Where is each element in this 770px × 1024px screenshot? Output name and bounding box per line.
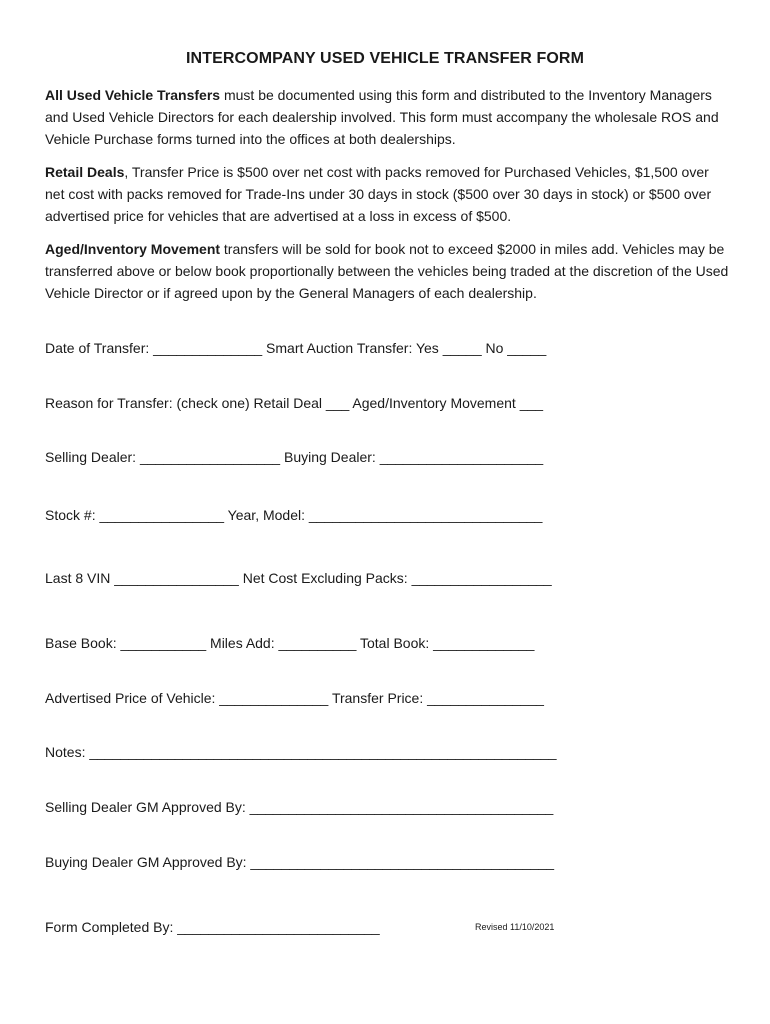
paragraph-text: , Transfer Price is $500 over net cost with packs removed for Purchased Vehicles, $1,500 over net cost with packs removed for Trade-Ins under 30 days in stock ($500 over 30 days in stock) or $500 over advertised price for vehicles that are advertised at a loss in excess of $500.: [45, 164, 712, 224]
paragraph-heading: Retail Deals: [45, 164, 125, 180]
book-values-field[interactable]: Base Book: ___________ Miles Add: __________ Total Book: _____________: [45, 635, 535, 651]
vin-net-cost-field[interactable]: Last 8 VIN ________________ Net Cost Excluding Packs: __________________: [45, 570, 552, 586]
form-title: INTERCOMPANY USED VEHICLE TRANSFER FORM: [186, 50, 584, 67]
reason-for-transfer-field[interactable]: Reason for Transfer: (check one) Retail Deal ___ Aged/Inventory Movement ___: [45, 395, 544, 411]
notes-field[interactable]: Notes: ____________________________________________________________: [45, 744, 557, 760]
stock-year-model-field[interactable]: Stock #: ________________ Year, Model: ______________________________: [45, 507, 543, 523]
paragraph-text: transfers will be sold for book not to exceed $2000 in miles add. Vehicles may be transferred above or below book proportionally between the vehicles being traded at the discretion of the Used Vehicle Director or if agreed upon by the General Managers of each dealership.: [45, 241, 729, 301]
paragraph-used-vehicle-transfers: [45, 84, 730, 150]
revision-date: Revised 11/10/2021: [475, 922, 555, 932]
paragraph-retail-deals: [45, 161, 730, 227]
selling-gm-approval-field[interactable]: Selling Dealer GM Approved By: _______________________________________: [45, 799, 554, 815]
paragraph-heading: All Used Vehicle Transfers: [45, 87, 221, 103]
paragraph-heading: Aged/Inventory Movement: [45, 241, 221, 257]
price-field[interactable]: Advertised Price of Vehicle: ______________ Transfer Price: _______________: [45, 690, 544, 706]
dealers-field[interactable]: Selling Dealer: __________________ Buying Dealer: _____________________: [45, 449, 544, 465]
form-completed-by-field[interactable]: Form Completed By: __________________________: [45, 919, 380, 935]
date-of-transfer-field[interactable]: Date of Transfer: ______________ Smart Auction Transfer: Yes _____ No _____: [45, 340, 547, 356]
paragraph-aged-inventory: [45, 238, 730, 304]
paragraph-text: must be documented using this form and distributed to the Inventory Managers and Used Vehicle Directors for each dealership involved. This form must accompany the wholesale ROS and Vehicle Purchase forms turned into the offices at both dealerships.: [45, 87, 719, 147]
buying-gm-approval-field[interactable]: Buying Dealer GM Approved By: _______________________________________: [45, 854, 555, 870]
